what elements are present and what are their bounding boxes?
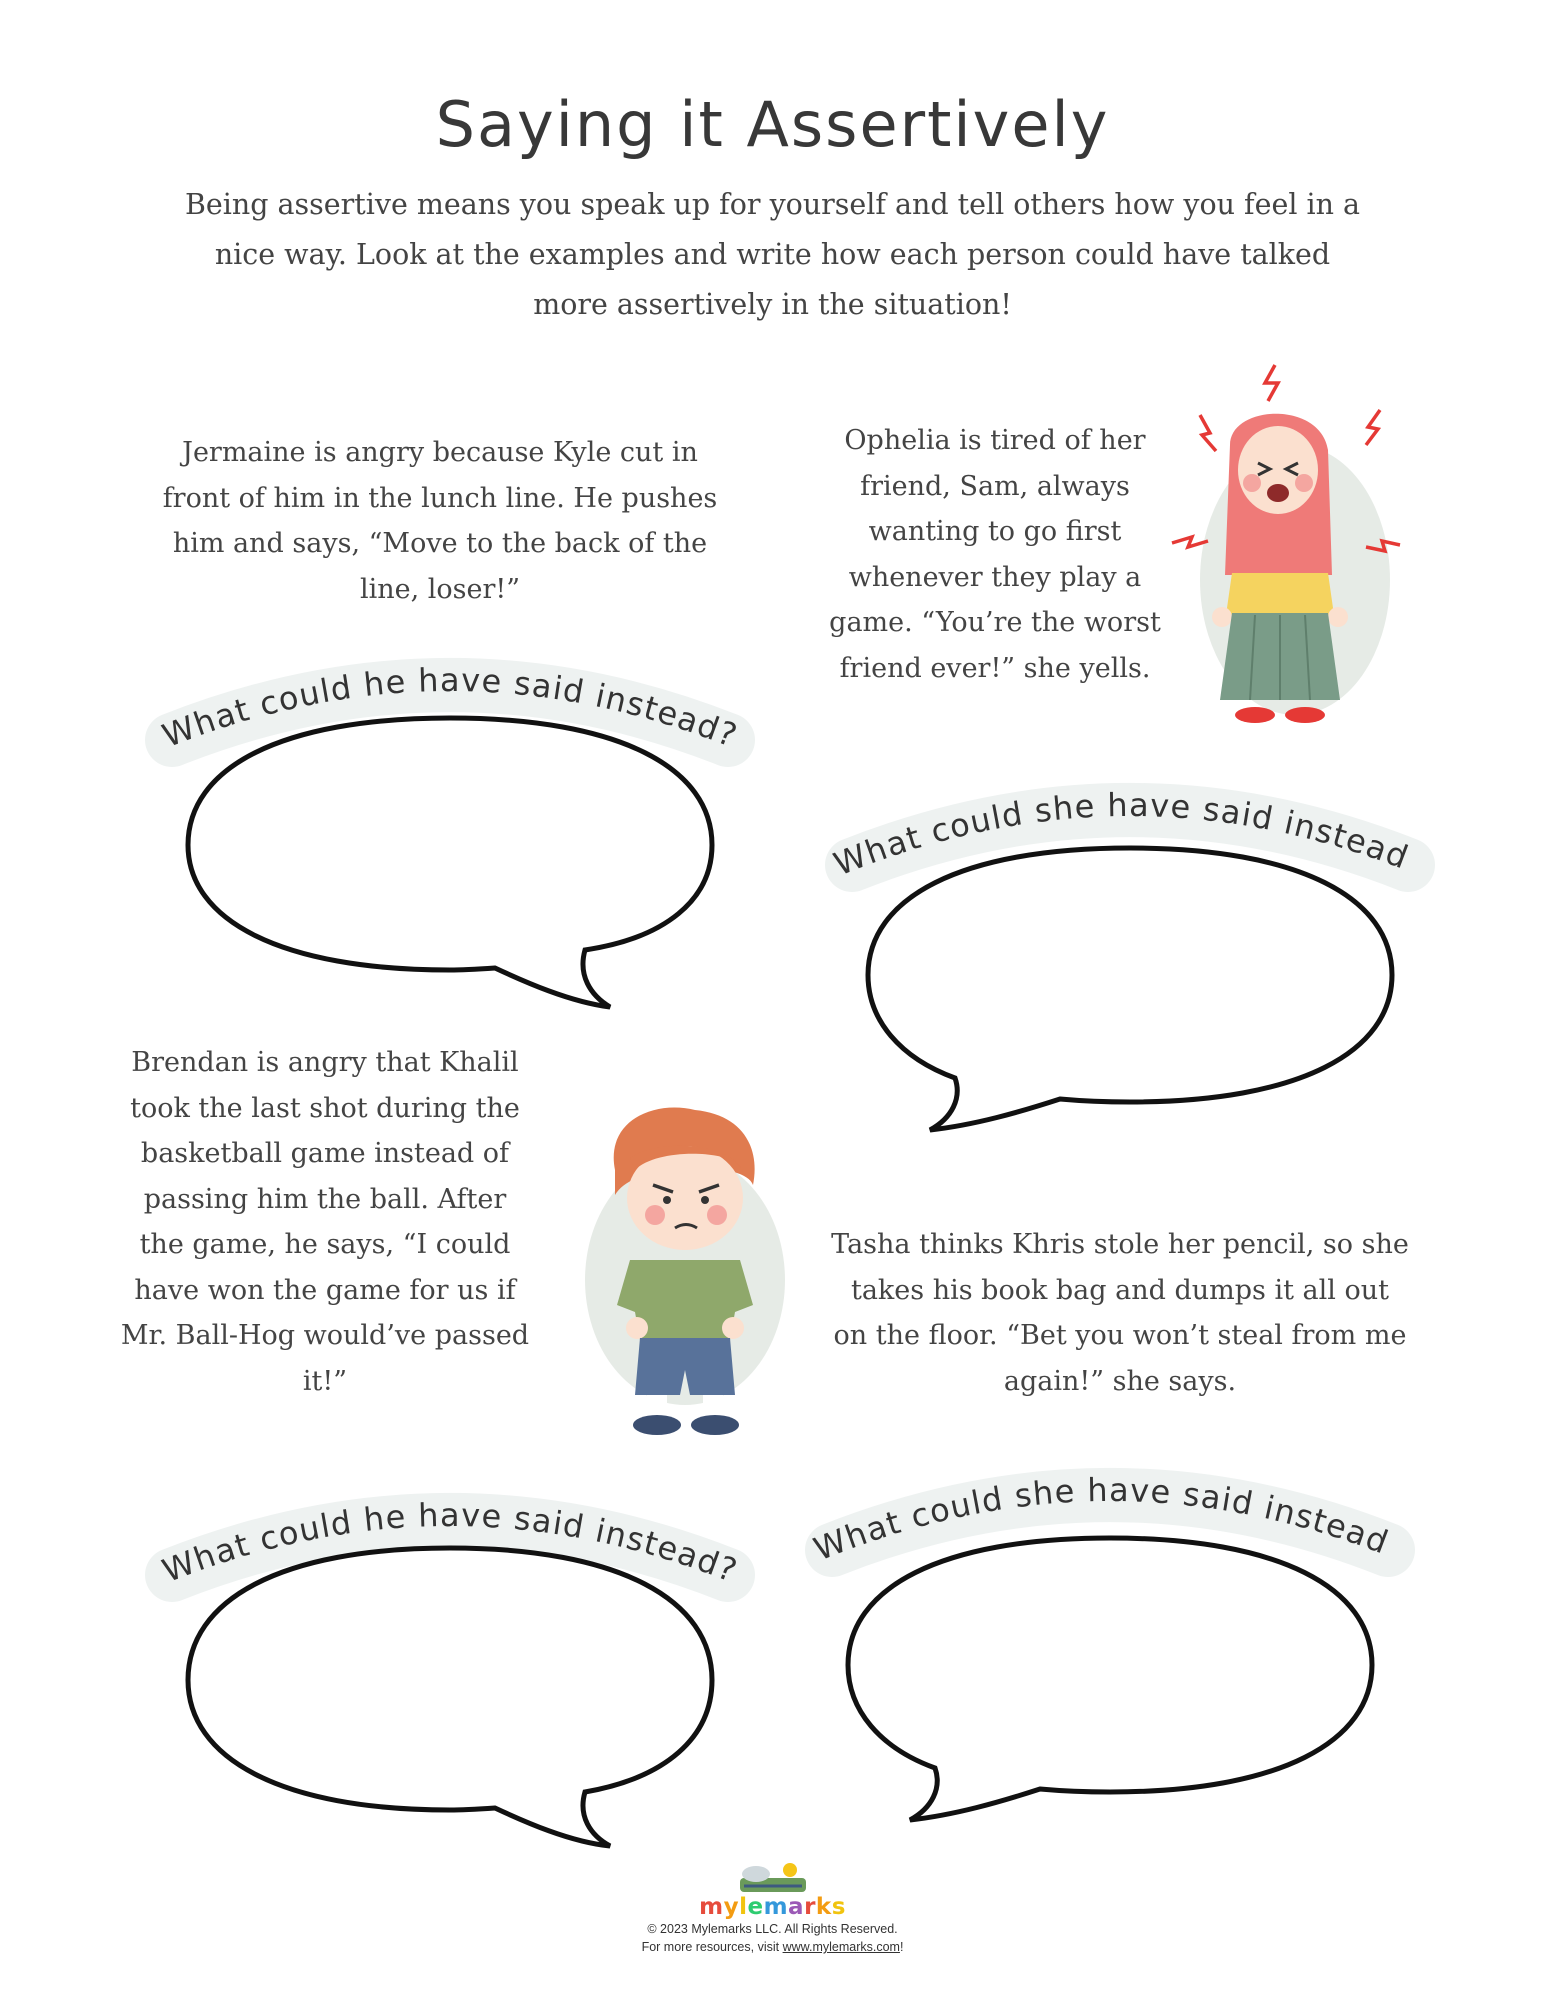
resources-line <box>0 1938 1545 1956</box>
prompt-arc-4-text: What could she have said instead? <box>800 1430 1395 1569</box>
brendan-illustration <box>575 1100 795 1450</box>
scenario-tasha-text: Tasha thinks Khris stole her pencil, so she takes his book bag and dumps it all out on the floor. “Bet you won’t steal from me again!” she says. <box>831 1229 1409 1397</box>
ophelia-illustration <box>1170 365 1400 735</box>
prompt-arc-1-text: What could he have said instead? <box>157 660 744 756</box>
scenario-jermaine-text: Jermaine is angry because Kyle cut in front of him in the lunch line. He pushes him and says, “Move to the back of the line, loser!” <box>162 437 718 605</box>
mylemarks-logo: mylemarks <box>699 1894 846 1920</box>
resources-prefix: For more resources, visit <box>641 1940 783 1954</box>
mylemarks-logo-icon <box>738 1860 808 1894</box>
answer-bubble-3[interactable] <box>180 1540 720 1850</box>
answer-bubble-1[interactable] <box>180 710 720 1010</box>
page-title: Saying it Assertively <box>435 88 1110 161</box>
scenario-ophelia-text: Ophelia is tired of her friend, Sam, always wanting to go first whenever they play a game. “You’re the worst friend ever!” she yells. <box>829 425 1161 684</box>
answer-bubble-2[interactable] <box>860 840 1400 1140</box>
footer <box>0 1860 1545 1956</box>
copyright-text: © 2023 Mylemarks LLC. All Rights Reserved. <box>647 1922 898 1936</box>
prompt-arc-2-text: What could she have said instead? <box>820 745 1415 884</box>
mylemarks-website-link[interactable]: www.mylemarks.com <box>782 1940 900 1954</box>
prompt-arc-3-text: What could he have said instead? <box>157 1495 744 1591</box>
answer-bubble-4[interactable] <box>840 1530 1380 1830</box>
scenario-brendan-text: Brendan is angry that Khalil took the last shot during the basketball game instead of passing him the ball. After the game, he says, “I could have won the game for us if Mr. Ball-Hog would’ve passed it!” <box>120 1047 530 1397</box>
resources-suffix: ! <box>899 1940 904 1954</box>
intro-paragraph: Being assertive means you speak up for yourself and tell others how you feel in a nice way. Look at the examples and write how each person could have talked more assertively in the situation! <box>184 188 1361 321</box>
